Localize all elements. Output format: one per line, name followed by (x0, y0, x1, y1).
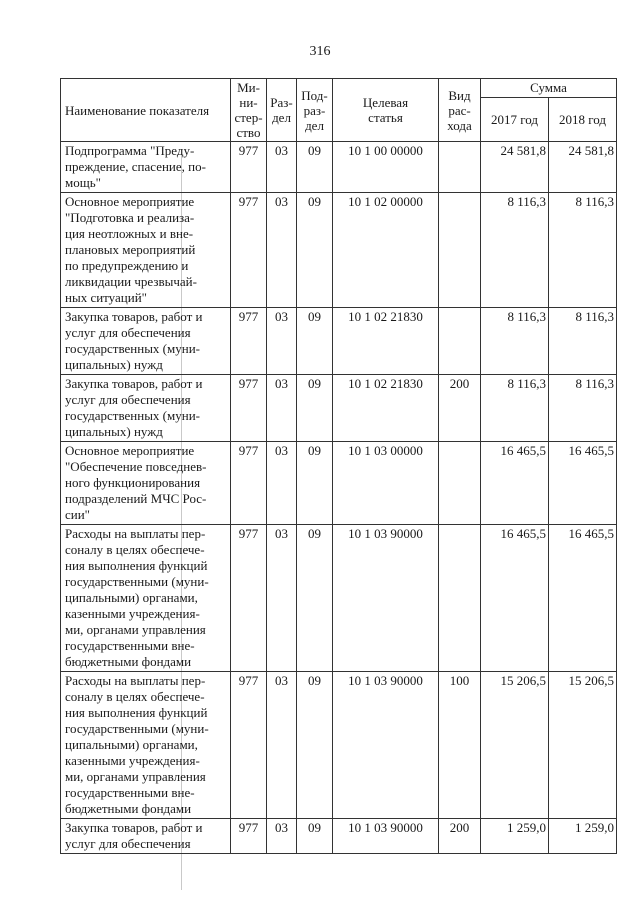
cell-section: 03 (267, 442, 297, 525)
cell-subsection: 09 (297, 819, 333, 854)
cell-sum-2018: 15 206,5 (549, 672, 617, 819)
cell-target: 10 1 03 00000 (333, 442, 439, 525)
page-number: 316 (309, 44, 331, 59)
cell-ministry: 977 (231, 442, 267, 525)
cell-sum-2018: 1 259,0 (549, 819, 617, 854)
header-section: Раз- дел (267, 79, 297, 142)
cell-subsection: 09 (297, 672, 333, 819)
header-year-2018: 2018 год (549, 97, 617, 141)
cell-section: 03 (267, 672, 297, 819)
cell-name: Закупка товаров, работ и услуг для обеспечения (61, 819, 231, 854)
header-sum: Сумма (481, 79, 617, 98)
cell-sum-2018: 8 116,3 (549, 193, 617, 308)
cell-expense-type: 200 (439, 375, 481, 442)
cell-subsection: 09 (297, 193, 333, 308)
cell-subsection: 09 (297, 375, 333, 442)
cell-sum-2017: 16 465,5 (481, 525, 549, 672)
cell-ministry: 977 (231, 193, 267, 308)
header-subsection: Под- раз- дел (297, 79, 333, 142)
cell-section: 03 (267, 193, 297, 308)
cell-sum-2018: 24 581,8 (549, 142, 617, 193)
cell-name: Расходы на выплаты пер- соналу в целях обеспече- ния выполнения функций государственными (муни- ципальными) органами, казенными учреждения- ми, органами управления государственными вне- бюджетными фондами (61, 672, 231, 819)
cell-ministry: 977 (231, 819, 267, 854)
table-row (61, 442, 617, 525)
cell-sum-2017: 8 116,3 (481, 193, 549, 308)
cell-subsection: 09 (297, 442, 333, 525)
cell-ministry: 977 (231, 375, 267, 442)
cell-sum-2017: 8 116,3 (481, 308, 549, 375)
header-name: Наименование показателя (61, 79, 231, 142)
cell-name: Подпрограмма "Преду- преждение, спасение, по- мощь" (61, 142, 231, 193)
cell-sum-2017: 16 465,5 (481, 442, 549, 525)
cell-section: 03 (267, 525, 297, 672)
table-row (61, 819, 617, 854)
table-body (61, 142, 617, 854)
cell-target: 10 1 02 21830 (333, 375, 439, 442)
cell-ministry: 977 (231, 525, 267, 672)
table-row (61, 375, 617, 442)
cell-target: 10 1 00 00000 (333, 142, 439, 193)
cell-expense-type: 200 (439, 819, 481, 854)
budget-table-container (60, 78, 616, 854)
cell-sum-2017: 24 581,8 (481, 142, 549, 193)
cell-section: 03 (267, 142, 297, 193)
cell-target: 10 1 02 00000 (333, 193, 439, 308)
cell-section: 03 (267, 308, 297, 375)
table-row (61, 193, 617, 308)
cell-ministry: 977 (231, 308, 267, 375)
table-row (61, 142, 617, 193)
cell-section: 03 (267, 375, 297, 442)
table-row (61, 525, 617, 672)
cell-sum-2017: 15 206,5 (481, 672, 549, 819)
cell-name: Расходы на выплаты пер- соналу в целях обеспече- ния выполнения функций государственными (муни- ципальными) органами, казенными учреждения- ми, органами управления государственными вне- бюджетными фондами (61, 525, 231, 672)
cell-target: 10 1 03 90000 (333, 672, 439, 819)
header-ministry: Ми- ни- стер- ство (231, 79, 267, 142)
cell-target: 10 1 02 21830 (333, 308, 439, 375)
cell-name: Основное мероприятие "Обеспечение повседнев- ного функционирования подразделений МЧС Рос- сии" (61, 442, 231, 525)
header-expense-type: Вид рас- хода (439, 79, 481, 142)
cell-expense-type (439, 308, 481, 375)
cell-sum-2017: 1 259,0 (481, 819, 549, 854)
cell-name: Закупка товаров, работ и услуг для обеспечения государственных (муни- ципальных) нужд (61, 375, 231, 442)
cell-expense-type (439, 525, 481, 672)
cell-name: Закупка товаров, работ и услуг для обеспечения государственных (муни- ципальных) нужд (61, 308, 231, 375)
cell-expense-type (439, 442, 481, 525)
cell-target: 10 1 03 90000 (333, 819, 439, 854)
cell-section: 03 (267, 819, 297, 854)
cell-subsection: 09 (297, 525, 333, 672)
cell-expense-type (439, 193, 481, 308)
cell-expense-type: 100 (439, 672, 481, 819)
budget-table (60, 78, 617, 854)
cell-sum-2018: 8 116,3 (549, 375, 617, 442)
table-row (61, 672, 617, 819)
cell-ministry: 977 (231, 672, 267, 819)
table-header (61, 79, 617, 142)
cell-sum-2017: 8 116,3 (481, 375, 549, 442)
cell-name: Основное мероприятие "Подготовка и реализа- ция неотложных и вне- плановых мероприятий по предупреждению и ликвидации чрезвычай- ных ситуаций" (61, 193, 231, 308)
cell-ministry: 977 (231, 142, 267, 193)
table-row (61, 308, 617, 375)
cell-subsection: 09 (297, 308, 333, 375)
header-target: Целевая статья (333, 79, 439, 142)
cell-sum-2018: 8 116,3 (549, 308, 617, 375)
cell-target: 10 1 03 90000 (333, 525, 439, 672)
header-year-2017: 2017 год (481, 97, 549, 141)
cell-sum-2018: 16 465,5 (549, 442, 617, 525)
cell-expense-type (439, 142, 481, 193)
cell-sum-2018: 16 465,5 (549, 525, 617, 672)
cell-subsection: 09 (297, 142, 333, 193)
